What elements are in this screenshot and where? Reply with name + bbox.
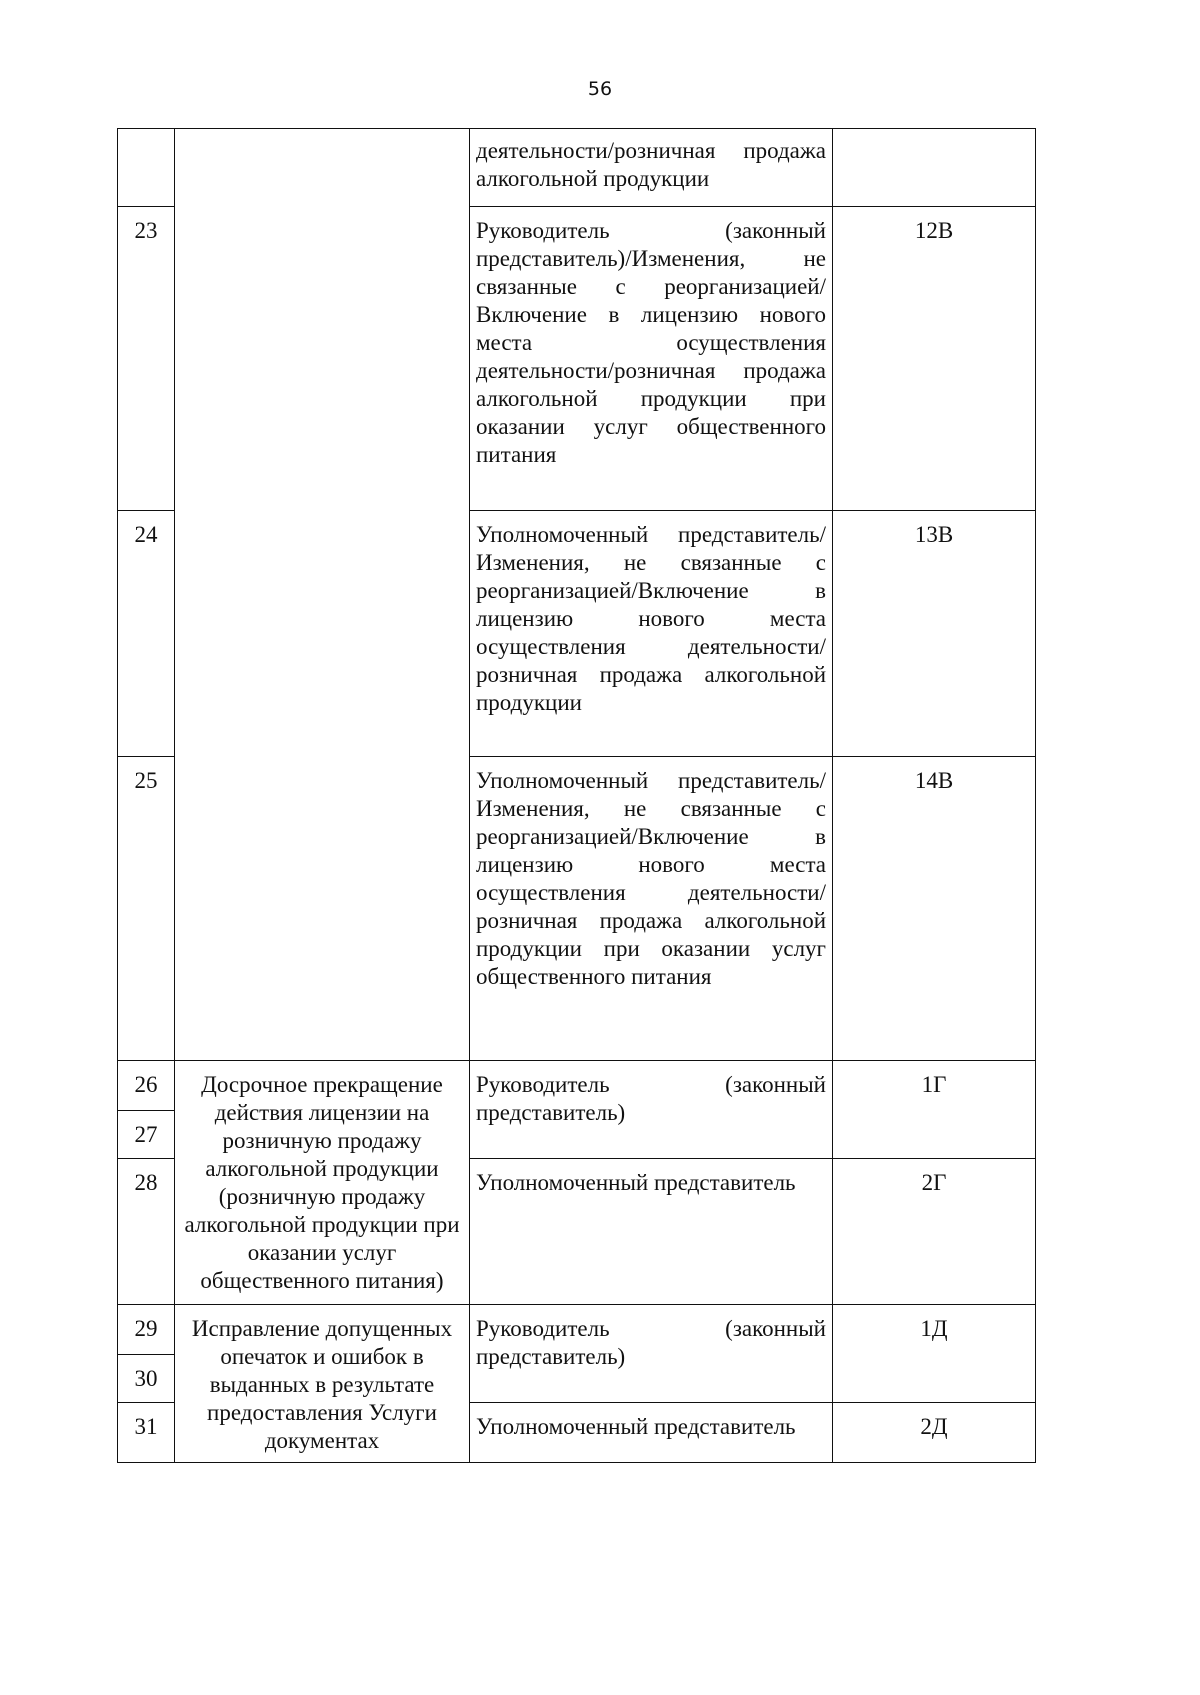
row-number: 27	[118, 1111, 175, 1159]
code-cell: 1Д	[833, 1305, 1036, 1403]
code-cell: 1Г	[833, 1061, 1036, 1159]
code-cell	[833, 129, 1036, 207]
code-cell: 2Г	[833, 1159, 1036, 1305]
page-number: 56	[587, 78, 613, 100]
code-cell: 14В	[833, 757, 1036, 1061]
code-cell: 12В	[833, 207, 1036, 511]
table-row	[118, 129, 1036, 207]
row-number: 23	[118, 207, 175, 511]
applicant-description: Уполномоченный представитель	[470, 1403, 833, 1463]
row-number	[118, 129, 175, 207]
table-row	[118, 1061, 1036, 1111]
applicant-description: Руководитель (законный представитель)	[470, 1305, 833, 1403]
code-cell: 13В	[833, 511, 1036, 757]
code-cell: 2Д	[833, 1403, 1036, 1463]
applicant-description: Руководитель (законный представитель)	[470, 1061, 833, 1159]
row-number: 31	[118, 1403, 175, 1463]
applicant-description: Руководитель (законный представитель)/Изменения, не связанные с реорганизацией/Включение в лицензию нового места осуществления деятельности/розничная продажа алкогольной продукции при оказании услуг общественного питания	[470, 207, 833, 511]
row-number: 25	[118, 757, 175, 1061]
applicant-description: Уполномоченный представитель/Изменения, не связанные с реорганизацией/Включение в лицензию нового места осуществления деятельности/розничная продажа алкогольной продукции при оказании услуг общественного питания	[470, 757, 833, 1061]
row-number: 24	[118, 511, 175, 757]
services-table	[117, 128, 1036, 1463]
applicant-description: Уполномоченный представитель/Изменения, не связанные с реорганизацией/Включение в лицензию нового места осуществления деятельности/розничная продажа алкогольной продукции	[470, 511, 833, 757]
applicant-description: деятельности/розничная продажа алкогольной продукции	[470, 129, 833, 207]
table-row	[118, 1305, 1036, 1355]
row-number: 26	[118, 1061, 175, 1111]
applicant-description: Уполномоченный представитель	[470, 1159, 833, 1305]
service-name: Исправление допущенных опечаток и ошибок в выданных в результате предоставления Услуги документах	[175, 1305, 470, 1463]
service-name: Досрочное прекращение действия лицензии на розничную продажу алкогольной продукции (розничную продажу алкогольной продукции при оказании услуг общественного питания)	[175, 1061, 470, 1305]
row-number: 28	[118, 1159, 175, 1305]
row-number: 29	[118, 1305, 175, 1355]
service-cell-continued	[175, 129, 470, 1061]
row-number: 30	[118, 1355, 175, 1403]
